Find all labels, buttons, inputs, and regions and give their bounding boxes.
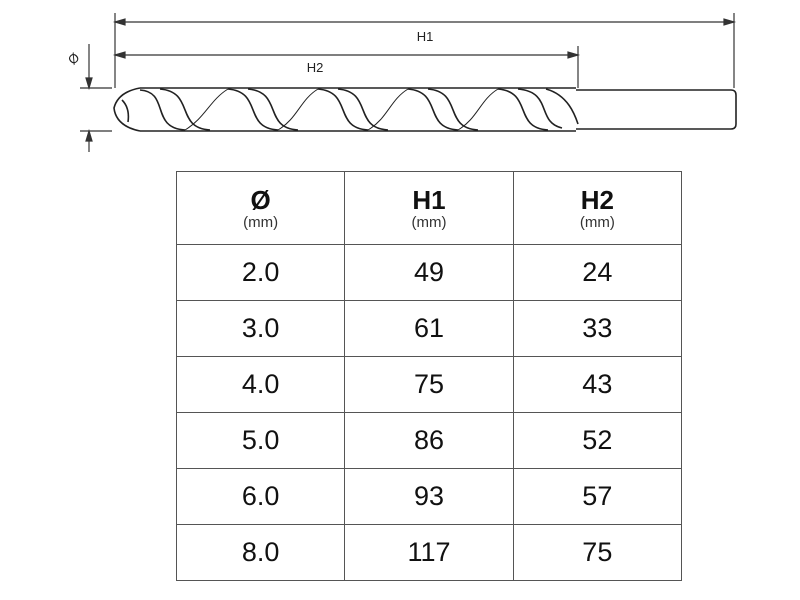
cell-h2: 24 bbox=[513, 245, 681, 301]
header-diameter bbox=[177, 172, 345, 245]
h1-label: H1 bbox=[416, 29, 434, 44]
cell-h1: 75 bbox=[345, 357, 513, 413]
cell-diameter: 8.0 bbox=[177, 525, 345, 581]
cell-h2: 52 bbox=[513, 413, 681, 469]
header-h1 bbox=[345, 172, 513, 245]
drill-size-table bbox=[176, 171, 682, 581]
header-h2 bbox=[513, 172, 681, 245]
table-row bbox=[177, 469, 682, 525]
cell-h2: 33 bbox=[513, 301, 681, 357]
header-unit: (mm) bbox=[411, 213, 447, 231]
drill-bit bbox=[114, 88, 736, 131]
cell-diameter: 5.0 bbox=[177, 413, 345, 469]
cell-diameter: 4.0 bbox=[177, 357, 345, 413]
header-symbol: H2 bbox=[580, 184, 614, 215]
cell-h1: 117 bbox=[345, 525, 513, 581]
diameter-label: Ø bbox=[64, 49, 83, 68]
cell-diameter: 2.0 bbox=[177, 245, 345, 301]
table-row bbox=[177, 413, 682, 469]
cell-h1: 61 bbox=[345, 301, 513, 357]
header-symbol: Ø bbox=[250, 184, 271, 215]
header-unit: (mm) bbox=[243, 213, 279, 231]
h2-label: H2 bbox=[306, 60, 324, 75]
cell-h2: 75 bbox=[513, 525, 681, 581]
table-row bbox=[177, 357, 682, 413]
table-row bbox=[177, 301, 682, 357]
header-symbol: H1 bbox=[412, 184, 446, 215]
cell-h1: 49 bbox=[345, 245, 513, 301]
drill-bit-drawing bbox=[0, 0, 800, 165]
cell-h1: 86 bbox=[345, 413, 513, 469]
table-row bbox=[177, 245, 682, 301]
table-row bbox=[177, 525, 682, 581]
cell-h1: 93 bbox=[345, 469, 513, 525]
cell-diameter: 6.0 bbox=[177, 469, 345, 525]
cell-diameter: 3.0 bbox=[177, 301, 345, 357]
header-unit: (mm) bbox=[579, 213, 615, 231]
table-header-row bbox=[177, 172, 682, 245]
cell-h2: 43 bbox=[513, 357, 681, 413]
cell-h2: 57 bbox=[513, 469, 681, 525]
